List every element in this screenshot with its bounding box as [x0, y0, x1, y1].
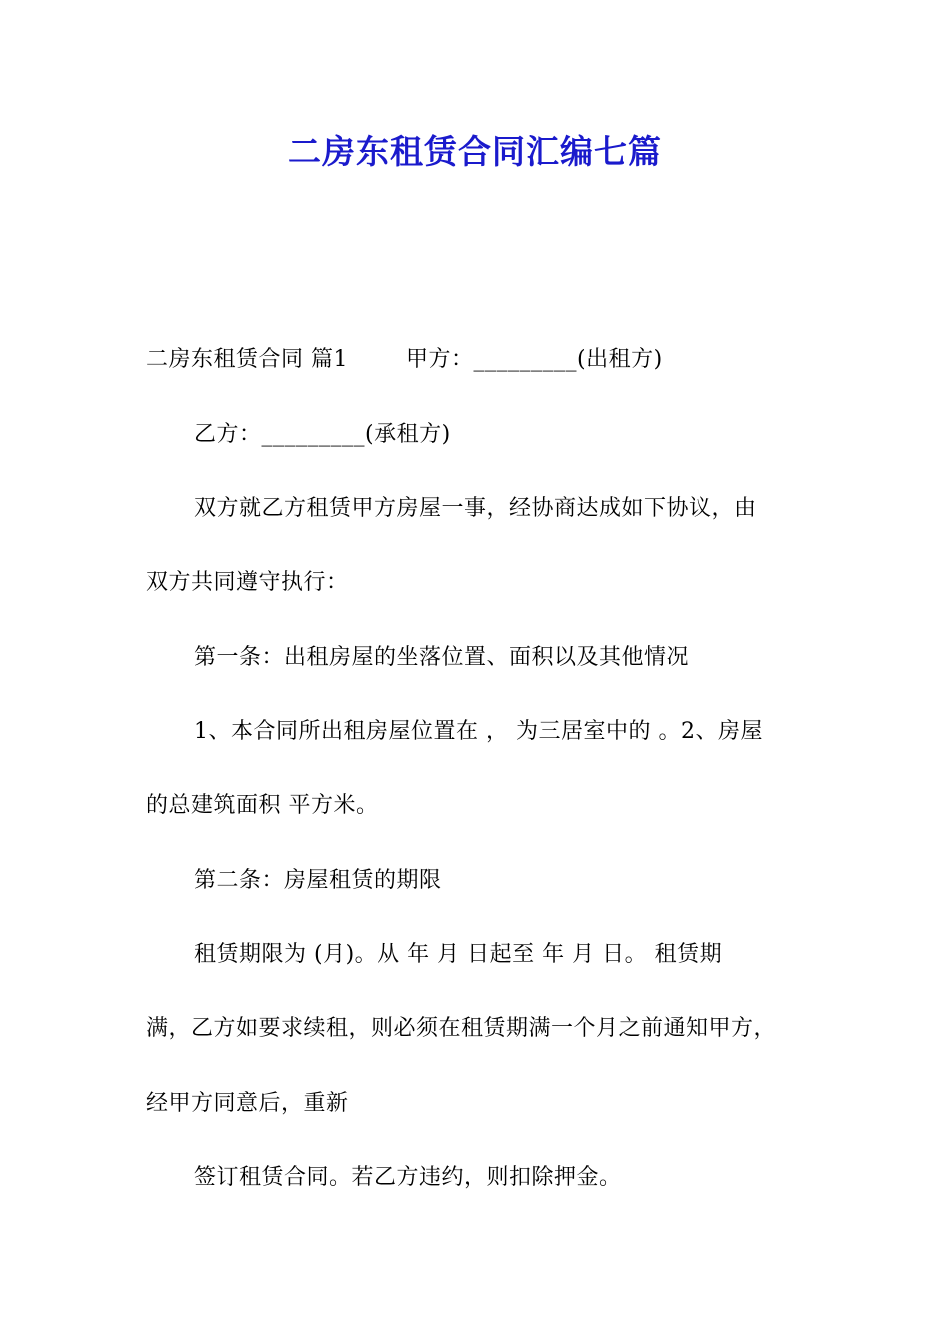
section-heading: 二房东租赁合同 篇1: [146, 347, 348, 372]
party-b-line: 乙方：_________(承租方): [194, 422, 451, 447]
party-a-line: 甲方：_________(出租方): [406, 347, 663, 372]
paragraph-line: 满，乙方如要求续租，则必须在租赁期满一个月之前通知甲方，: [146, 1016, 777, 1041]
paragraph-line: [146, 345, 663, 375]
paragraph-line: 双方就乙方租赁甲方房屋一事，经协商达成如下协议，由: [194, 496, 757, 521]
document-title: 二房东租赁合同汇编七篇: [288, 132, 662, 171]
paragraph-line: 的总建筑面积 平方米。: [146, 793, 379, 818]
paragraph-line: 签订租赁合同。若乙方违约，则扣除押金。: [194, 1165, 622, 1190]
paragraph-line: 租赁期限为 (月)。从 年 月 日起至 年 月 日。 租赁期: [194, 942, 723, 967]
article-heading: 第一条：出租房屋的坐落位置、面积以及其他情况: [194, 645, 690, 670]
paragraph-line: 1、本合同所出租房屋位置在 ， 为三居室中的 。2、房屋: [194, 719, 763, 744]
article-heading: 第二条：房屋租赁的期限: [194, 868, 442, 893]
paragraph-line: 双方共同遵守执行：: [146, 570, 349, 595]
paragraph-line: 经甲方同意后，重新: [146, 1091, 349, 1116]
